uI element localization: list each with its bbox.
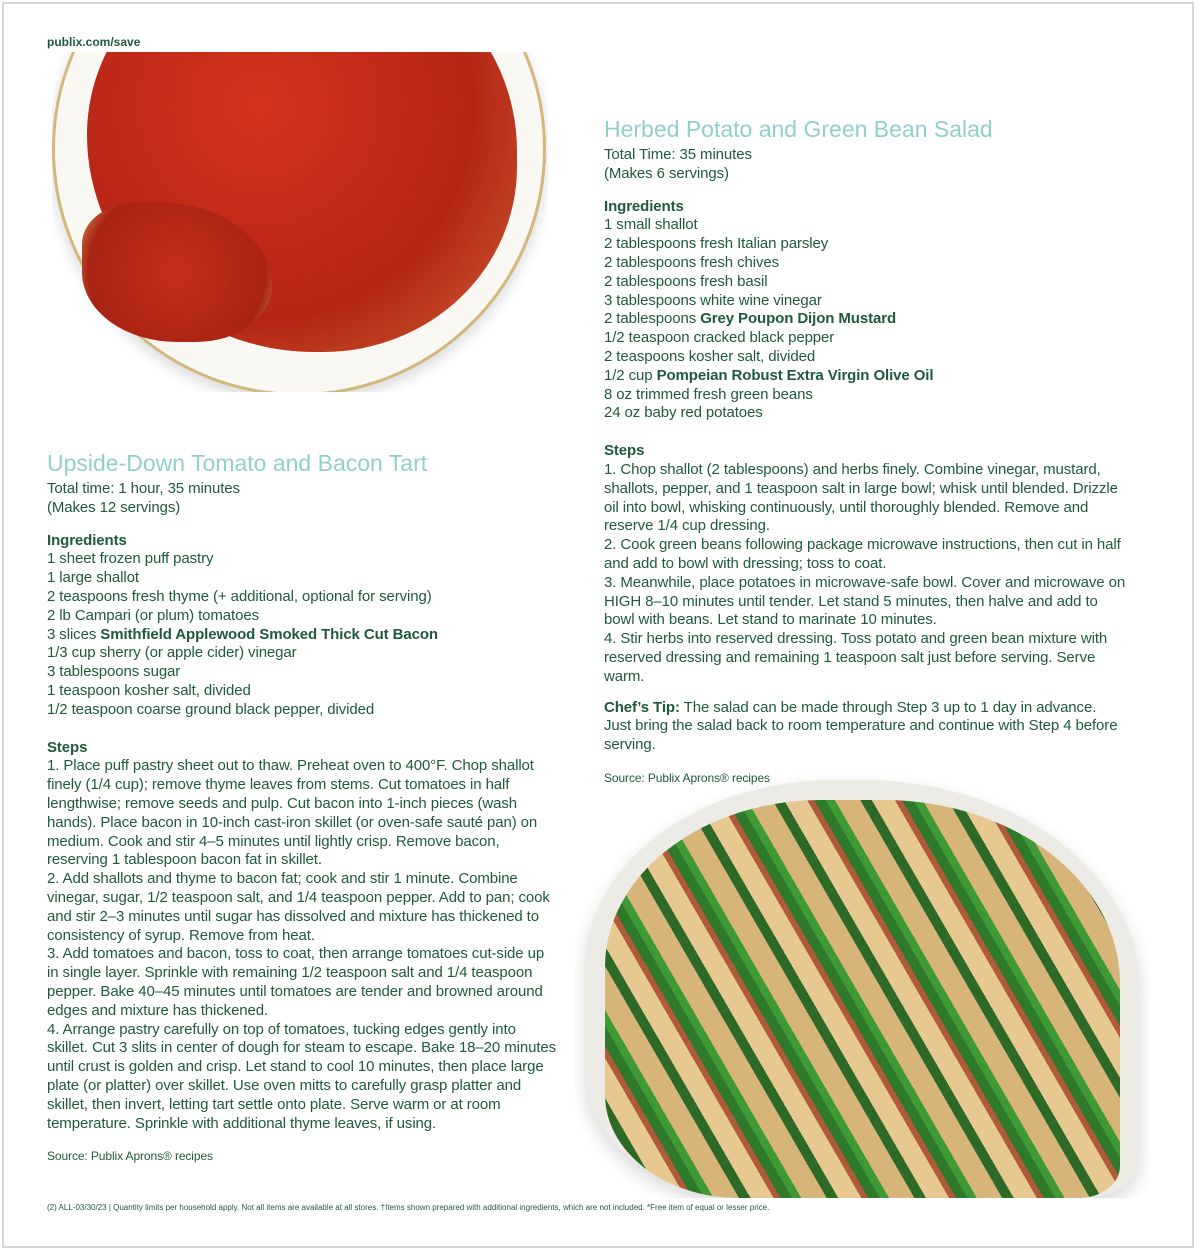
tomato-tart-photo bbox=[52, 52, 548, 392]
ingredient-text: 1/2 teaspoon cracked black pepper bbox=[604, 329, 835, 347]
step-item: 2. Add shallots and thyme to bacon fat; cook and stir 1 minute. Combine vinegar, sugar, 1/2 teaspoon salt, and 1/4 teaspoon pepper. Add to pan; cook and stir 2–3 minutes until sugar has dissolved and mixture has thickened to consistency of syrup. Remove from heat. bbox=[47, 870, 550, 944]
ingredient-item bbox=[47, 644, 559, 663]
ingredient-item bbox=[47, 607, 559, 626]
ingredient-item bbox=[604, 310, 1126, 329]
salad bbox=[605, 800, 1120, 1198]
ingredient-item bbox=[604, 404, 1126, 423]
ingredient-text: 2 tablespoons fresh basil bbox=[604, 272, 768, 290]
recipe-title: Upside-Down Tomato and Bacon Tart bbox=[47, 450, 428, 476]
step-item: 1. Place puff pastry sheet out to thaw. Preheat oven to 400°F. Chop shallot finely (1/4 cup); remove thyme leaves from stems. Cut tomatoes in half lengthwise; remove seeds and pulp. Cut bacon into 1-inch pieces (wash hands). Place bacon in 10-inch cast-iron skillet (or oven-safe sauté pan) on medium. Cook and stir 4–5 minutes until lightly crisp. Remove bacon, reserving 1 tablespoon bacon fat in skillet. bbox=[47, 757, 538, 869]
ingredients-heading: Ingredients bbox=[47, 531, 127, 549]
recipe-source: Source: Publix Aprons® recipes bbox=[604, 770, 770, 785]
ingredients-list bbox=[604, 216, 1126, 423]
ingredient-item bbox=[604, 348, 1126, 367]
steps-heading: Steps bbox=[604, 442, 645, 460]
recipe-source: Source: Publix Aprons® recipes bbox=[47, 1149, 213, 1164]
steps-list bbox=[47, 757, 559, 1133]
ingredient-item bbox=[47, 569, 559, 588]
site-url[interactable]: publix.com/save bbox=[47, 35, 141, 49]
ingredient-item bbox=[604, 273, 1126, 292]
step-item: 1. Chop shallot (2 tablespoons) and herbs finely. Combine vinegar, mustard, shallots, pepper, and 1 teaspoon salt in large bowl; whisk until blended. Drizzle oil into bowl, whisking continuously, until thoroughly blended. Remove and reserve 1/4 cup dressing. bbox=[604, 460, 1118, 535]
ingredient-text: 2 teaspoons kosher salt, divided bbox=[604, 347, 816, 365]
ingredient-text: 1/2 teaspoon coarse ground black pepper, divided bbox=[47, 700, 375, 718]
legal-footer: (2) ALL-03/30/23 | Quantity limits per household apply. Not all items are available at all stores. †Items shown prepared with additional ingredients, which are not included. *Free item of equal or lesser price. bbox=[47, 1203, 770, 1212]
ingredient-item bbox=[47, 626, 559, 645]
step-item: 4. Arrange pastry carefully on top of tomatoes, tucking edges gently into skillet. Cut 3 slits in center of dough for steam to escape. Bake 18–20 minutes until crust is golden and crisp. Let stand to cool 10 minutes, then place large plate (or platter) over skillet. Use oven mitts to carefully grasp platter and skillet, then invert, letting tart settle onto plate. Serve warm or at room temperature. Sprinkle with additional thyme leaves, if using. bbox=[47, 1020, 557, 1132]
chefs-tip bbox=[604, 699, 1126, 755]
servings: (Makes 6 servings) bbox=[604, 164, 729, 182]
ingredient-text: 1 sheet frozen puff pastry bbox=[47, 550, 214, 568]
ingredient-text: 2 tablespoons bbox=[604, 310, 701, 328]
ingredient-text: 2 tablespoons fresh Italian parsley bbox=[604, 235, 829, 253]
ingredients-list bbox=[47, 550, 559, 719]
ingredient-item bbox=[604, 386, 1126, 405]
step-item: 4. Stir herbs into reserved dressing. Toss potato and green bean mixture with reserved dressing and remaining 1 teaspoon salt just before serving. Serve warm. bbox=[604, 630, 1108, 685]
ingredient-item bbox=[604, 292, 1126, 311]
steps-heading: Steps bbox=[47, 738, 88, 756]
ingredient-item bbox=[604, 329, 1126, 348]
ingredient-item bbox=[604, 235, 1126, 254]
recipe-title: Herbed Potato and Green Bean Salad bbox=[604, 116, 993, 142]
ingredient-item bbox=[47, 588, 559, 607]
step-item: 3. Add tomatoes and bacon, toss to coat, then arrange tomatoes cut-side up in single layer. Sprinkle with remaining 1/2 teaspoon salt and 1/4 teaspoon pepper. Bake 40–45 minutes until tomatoes are tender and browned around edges and mixture has thickened. bbox=[47, 945, 545, 1019]
step-item: 3. Meanwhile, place potatoes in microwave-safe bowl. Cover and microwave on HIGH 8–10 minutes until tender. Let stand 5 minutes, then halve and add to bowl with beans. Let stand to marinate 10 minutes. bbox=[604, 573, 1126, 629]
ingredient-item bbox=[47, 550, 559, 569]
ingredient-text: 1/3 cup sherry (or apple cider) vinegar bbox=[47, 644, 297, 662]
ingredient-item bbox=[604, 254, 1126, 273]
ingredient-item bbox=[47, 682, 559, 701]
ingredient-brand: Grey Poupon Dijon Mustard bbox=[700, 310, 897, 328]
ingredient-text: 1 small shallot bbox=[604, 216, 698, 234]
tart-recipe bbox=[47, 448, 559, 1166]
ingredient-text: 2 teaspoons fresh thyme (+ additional, optional for serving) bbox=[47, 587, 432, 605]
steps-list bbox=[604, 461, 1126, 687]
ingredient-item bbox=[47, 701, 559, 720]
ingredient-brand: Smithfield Applewood Smoked Thick Cut Bacon bbox=[100, 625, 438, 643]
chefs-tip-text: The salad can be made through Step 3 up to 1 day in advance. Just bring the salad back to room temperature and continue with Step 4 before serving. bbox=[604, 698, 1118, 754]
ingredient-text: 1 large shallot bbox=[47, 569, 139, 587]
total-time: Total time: 1 hour, 35 minutes bbox=[47, 480, 240, 497]
ingredient-text: 2 tablespoons fresh chives bbox=[604, 253, 780, 271]
ingredient-text: 8 oz trimmed fresh green beans bbox=[604, 385, 813, 403]
step-item: 2. Cook green beans following package microwave instructions, then cut in half and add to bowl with dressing; toss to coat. bbox=[604, 536, 1121, 572]
ingredient-text: 2 lb Campari (or plum) tomatoes bbox=[47, 606, 259, 624]
ingredient-text: 1/2 cup bbox=[604, 366, 657, 384]
potato-green-bean-salad-photo bbox=[575, 770, 1150, 1198]
servings: (Makes 12 servings) bbox=[47, 498, 181, 516]
ingredient-text: 24 oz baby red potatoes bbox=[604, 404, 763, 422]
ingredient-text: 3 slices bbox=[47, 625, 101, 643]
ingredient-item bbox=[604, 216, 1126, 235]
ingredient-item bbox=[604, 367, 1126, 386]
ingredient-brand: Pompeian Robust Extra Virgin Olive Oil bbox=[656, 366, 934, 384]
ingredient-text: 3 tablespoons sugar bbox=[47, 663, 181, 681]
ingredient-text: 3 tablespoons white wine vinegar bbox=[604, 291, 822, 309]
ingredient-item bbox=[47, 663, 559, 682]
chefs-tip-label: Chef’s Tip: bbox=[604, 698, 680, 716]
ingredient-text: 1 teaspoon kosher salt, divided bbox=[47, 681, 251, 699]
ingredients-heading: Ingredients bbox=[604, 197, 684, 215]
salad-recipe bbox=[604, 114, 1126, 788]
total-time: Total Time: 35 minutes bbox=[604, 146, 752, 163]
